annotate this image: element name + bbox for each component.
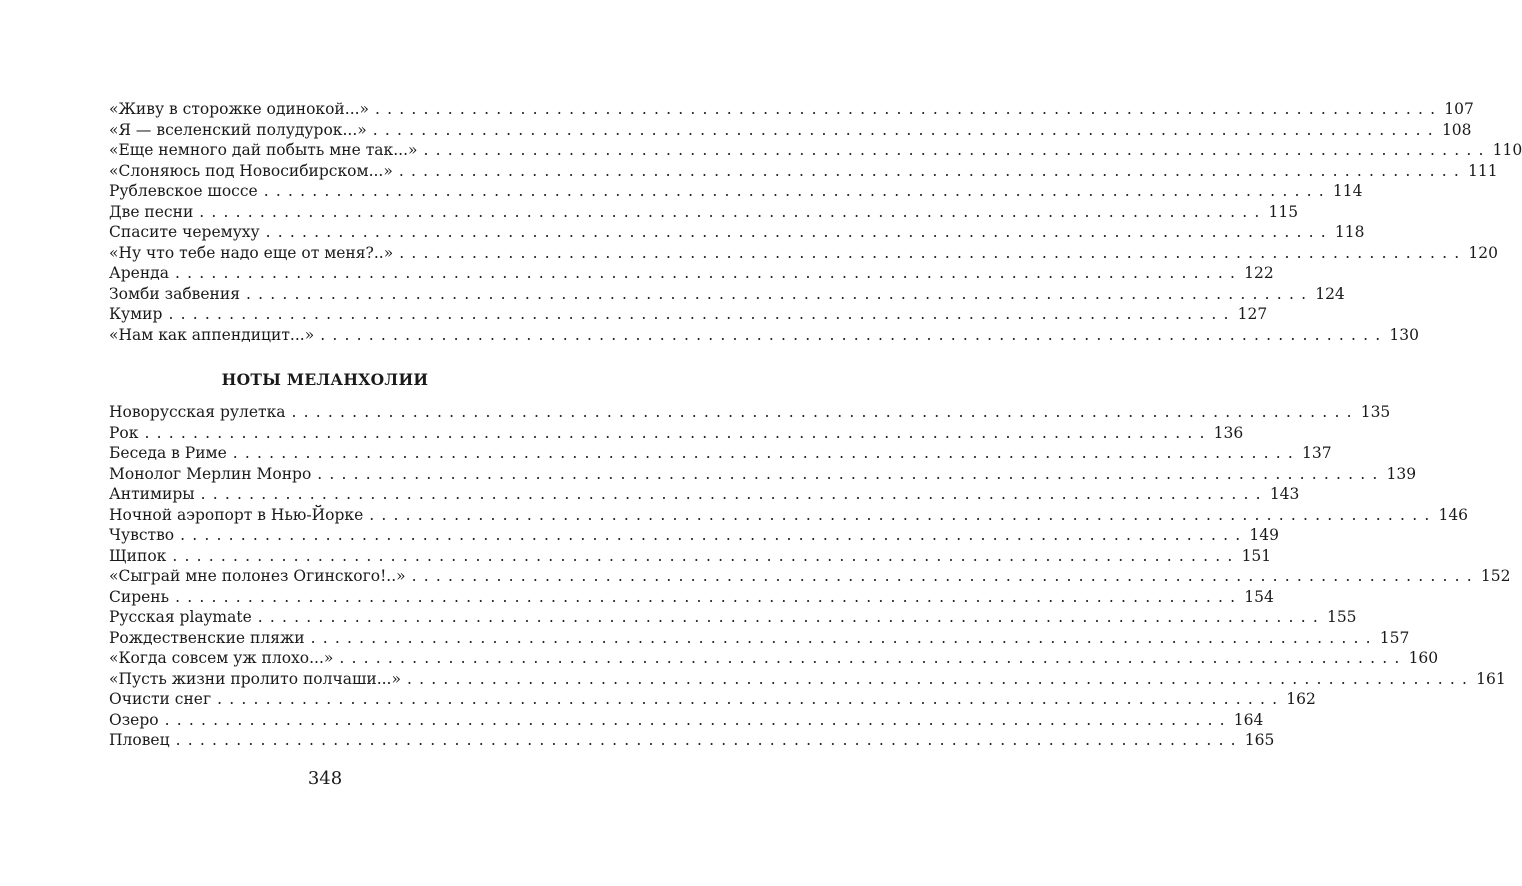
toc-entry — [109, 181, 1363, 202]
toc-entry-title: Рождественские пляжи — [109, 628, 305, 647]
toc-entry-title: «Когда совсем уж плохо...» — [109, 649, 334, 667]
toc-entry-page: 107 — [1444, 100, 1474, 118]
toc-entry-title: Рублевское шоссе — [109, 182, 258, 200]
toc-entry — [109, 443, 1332, 464]
toc-leader-dots: ........................................................................................ — [164, 710, 1232, 729]
toc-entry-title: Кумир — [109, 305, 163, 323]
toc-entry-title: Беседа в Риме — [109, 444, 227, 462]
toc-entry — [109, 284, 1345, 305]
toc-entry — [109, 263, 1274, 284]
toc-entry-title: Зомби забвения — [109, 284, 241, 303]
toc-entry — [109, 464, 1417, 485]
toc-entry-title: Аренда — [109, 264, 169, 282]
toc-entry-title: «Пусть жизни пролито полчаши...» — [109, 669, 401, 688]
toc-entry — [109, 648, 1439, 669]
toc-entry-title: Сирень — [109, 587, 170, 606]
toc-entry-page: 135 — [1360, 403, 1391, 421]
toc-entry-page: 124 — [1315, 284, 1345, 303]
toc-leader-dots: ........................................................................................ — [180, 526, 1248, 544]
toc-entry-page: 139 — [1386, 464, 1417, 483]
toc-entry-page: 127 — [1237, 305, 1268, 323]
toc-entry — [109, 140, 1522, 161]
toc-leader-dots: ........................................................................................ — [399, 243, 1467, 262]
toc-entry-page: 165 — [1244, 731, 1275, 749]
toc-entry-page: 143 — [1269, 485, 1300, 503]
toc-entry-page: 111 — [1468, 161, 1498, 180]
toc-leader-dots: ........................................................................................ — [232, 444, 1300, 462]
toc-leader-dots: ........................................................................................ — [339, 649, 1407, 667]
toc-entry-page: 152 — [1480, 567, 1511, 585]
toc-entry-title: Чувство — [109, 526, 175, 544]
toc-entry — [109, 484, 1300, 505]
section-title: НОТЫ МЕЛАНХОЛИИ — [221, 370, 429, 389]
toc-entry-page: 154 — [1244, 587, 1274, 606]
toc-entry — [109, 607, 1357, 628]
toc-entry — [109, 525, 1279, 546]
toc-leader-dots: ........................................................................................ — [217, 690, 1285, 708]
toc-leader-dots: ........................................................................................ — [257, 608, 1325, 626]
toc-entry-page: 110 — [1492, 141, 1522, 159]
toc-entry — [109, 402, 1391, 423]
page-number: 348 — [307, 768, 343, 789]
toc-leader-dots: ........................................................................................ — [174, 264, 1243, 282]
toc-entry-title: Очисти снег — [109, 690, 212, 708]
toc-entry — [109, 669, 1506, 690]
toc-entry-title: Щипок — [109, 546, 167, 565]
toc-entry — [109, 587, 1274, 608]
toc-entry — [109, 243, 1498, 264]
toc-entry — [109, 325, 1419, 346]
toc-entry-title: Две песни — [109, 202, 194, 221]
toc-leader-dots: ........................................................................................ — [168, 305, 1236, 323]
toc-entry — [109, 628, 1410, 649]
toc-entry — [109, 710, 1264, 731]
toc-entry-title: Озеро — [109, 710, 159, 729]
toc-entry-title: «Живу в сторожке одинокой...» — [109, 100, 370, 118]
toc-entry-title: «Я — вселенский полудурок...» — [109, 120, 367, 139]
toc-entry-page: 114 — [1332, 182, 1363, 200]
toc-entry-title: Пловец — [109, 731, 170, 749]
toc-entry-page: 160 — [1408, 649, 1439, 667]
toc-leader-dots: ........................................................................................ — [411, 567, 1479, 585]
toc-entry-page: 155 — [1326, 608, 1357, 626]
toc-entry-title: Антимиры — [109, 485, 195, 503]
toc-leader-dots: ........................................................................................ — [175, 587, 1243, 606]
toc-leader-dots: ........................................................................................ — [199, 202, 1267, 221]
toc-entry-page: 157 — [1379, 628, 1410, 647]
toc-entry-title: Спасите черемуху — [109, 223, 260, 241]
toc-entry — [109, 222, 1365, 243]
toc-leader-dots: ........................................................................................ — [246, 284, 1314, 303]
toc-entry-page: 130 — [1389, 325, 1419, 344]
toc-block-2 — [109, 402, 1511, 751]
toc-leader-dots: ........................................................................................ — [291, 403, 1359, 421]
toc-entry-page: 151 — [1241, 546, 1272, 565]
toc-leader-dots: ........................................................................................ — [172, 546, 1240, 565]
toc-entry — [109, 505, 1469, 526]
toc-entry-page: 115 — [1268, 202, 1299, 221]
toc-entry-page: 162 — [1286, 690, 1316, 708]
toc-entry-page: 118 — [1334, 223, 1365, 241]
toc-leader-dots: ........................................................................................ — [265, 223, 1333, 241]
toc-entry-title: Рок — [109, 423, 139, 442]
toc-leader-dots: ........................................................................................ — [369, 505, 1437, 524]
toc-entry — [109, 566, 1511, 587]
toc-entry — [109, 730, 1275, 751]
toc-leader-dots: ........................................................................................ — [423, 141, 1491, 159]
toc-entry-page: 137 — [1301, 444, 1332, 462]
toc-entry — [109, 546, 1272, 567]
toc-leader-dots: ........................................................................................ — [200, 485, 1268, 503]
toc-entry-title: «Сыграй мне полонез Огинского!..» — [109, 567, 406, 585]
toc-entry — [109, 304, 1268, 325]
toc-entry-title: Русская playmate — [109, 608, 252, 626]
toc-entry-page: 120 — [1468, 243, 1498, 262]
toc-entry-page: 149 — [1249, 526, 1279, 544]
toc-entry-title: Монолог Мерлин Монро — [109, 464, 312, 483]
toc-entry-page: 108 — [1441, 120, 1472, 139]
toc-leader-dots: ........................................................................................ — [144, 423, 1212, 442]
toc-entry — [109, 120, 1472, 141]
toc-block-1 — [109, 99, 1522, 345]
toc-leader-dots: ........................................................................................ — [320, 325, 1388, 344]
toc-leader-dots: ........................................................................................ — [317, 464, 1385, 483]
toc-entry — [109, 689, 1316, 710]
toc-entry-title: «Еще немного дай побыть мне так...» — [109, 141, 418, 159]
toc-entry — [109, 161, 1498, 182]
toc-leader-dots: ........................................................................................ — [398, 161, 1467, 180]
toc-leader-dots: ........................................................................................ — [372, 120, 1440, 139]
toc-entry-title: «Ну что тебе надо еще от меня?..» — [109, 243, 394, 262]
toc-entry-page: 122 — [1244, 264, 1274, 282]
toc-leader-dots: ........................................................................................ — [175, 731, 1243, 749]
toc-leader-dots: ........................................................................................ — [375, 100, 1443, 118]
toc-entry — [109, 423, 1244, 444]
toc-entry — [109, 202, 1299, 223]
toc-leader-dots: ........................................................................................ — [406, 669, 1475, 688]
toc-leader-dots: ........................................................................................ — [310, 628, 1378, 647]
toc-entry-title: «Нам как аппендицит...» — [109, 325, 315, 344]
toc-entry-page: 164 — [1233, 710, 1264, 729]
toc-entry-page: 136 — [1213, 423, 1244, 442]
toc-leader-dots: ........................................................................................ — [263, 182, 1331, 200]
toc-entry-title: Новорусская рулетка — [109, 403, 286, 421]
toc-entry-title: Ночной аэропорт в Нью-Йорке — [109, 505, 364, 524]
toc-entry-title: «Слоняюсь под Новосибирском...» — [109, 161, 393, 180]
toc-entry — [109, 99, 1474, 120]
toc-entry-page: 146 — [1438, 505, 1469, 524]
toc-entry-page: 161 — [1476, 669, 1506, 688]
